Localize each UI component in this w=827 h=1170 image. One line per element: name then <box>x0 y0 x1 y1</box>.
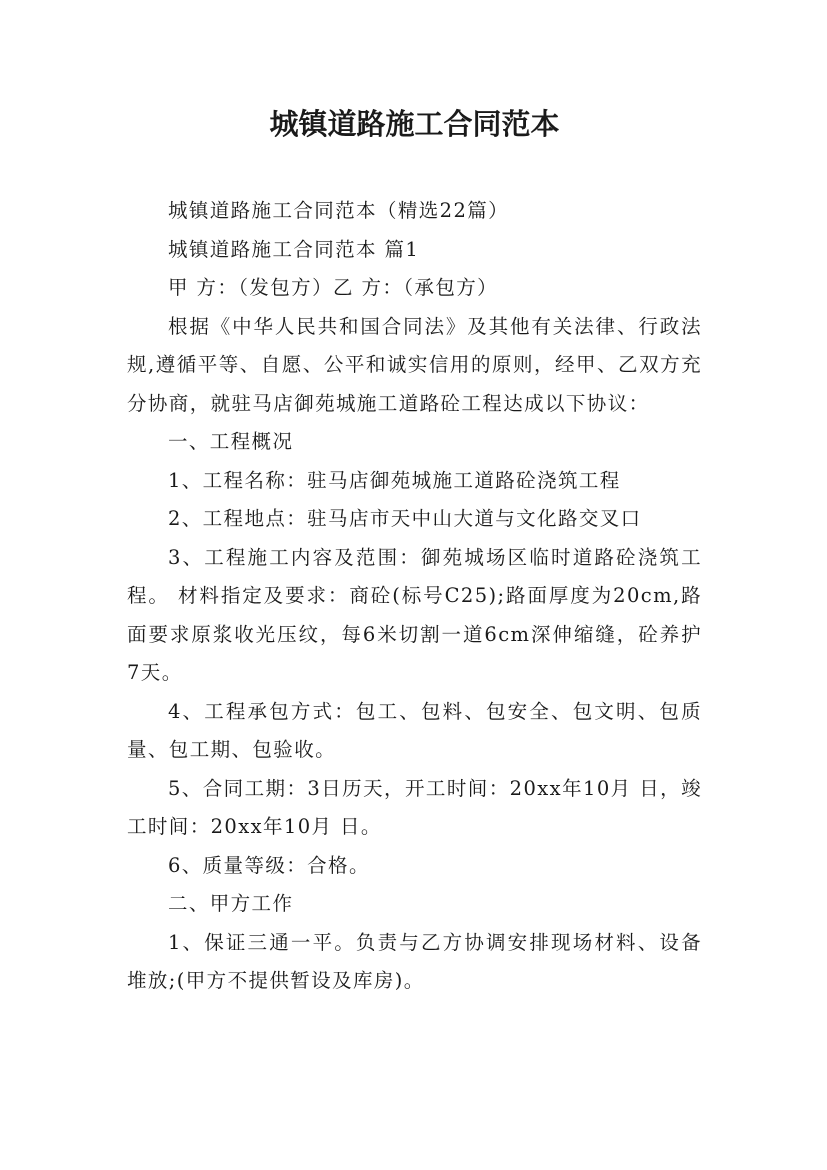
paragraph-contract-mode: 4、工程承包方式：包工、包料、包安全、包文明、包质量、包工期、包验收。 <box>127 699 702 761</box>
paragraph-heading-overview: 一、工程概况 <box>167 430 294 453</box>
paragraph-party-a-duty-1: 1、保证三通一平。负责与乙方协调安排现场材料、设备堆放;(甲方不提供暂设及库房)。 <box>127 930 702 992</box>
paragraph-duration: 5、合同工期：3日历天，开工时间：20xx年10月 日，竣工时间：20xx年10月 日。 <box>127 776 702 838</box>
paragraph-quality: 6、质量等级：合格。 <box>167 853 370 877</box>
paragraph-parties: 甲 方：（发包方）乙 方：（承包方） <box>167 276 499 299</box>
document-body <box>127 192 702 1001</box>
paragraph-heading-party-a: 二、甲方工作 <box>167 892 294 915</box>
paragraph-project-name: 1、工程名称：驻马店御苑城施工道路砼浇筑工程 <box>167 468 621 492</box>
paragraph-section-heading: 城镇道路施工合同范本 篇1 <box>167 237 420 261</box>
paragraph-project-location: 2、工程地点：驻马店市天中山大道与文化路交叉口 <box>167 507 642 530</box>
document-title: 城镇道路施工合同范本 <box>269 107 560 141</box>
paragraph-scope: 3、工程施工内容及范围：御苑城场区临时道路砼浇筑工程。 材料指定及要求：商砼(标号C25);路面厚度为20cm,路面要求原浆收光压纹，每6米切割一道6cm深伸缩缝，砼养护7天。 <box>127 545 702 684</box>
paragraph-preamble: 根据《中华人民共和国合同法》及其他有关法律、行政法规,遵循平等、自愿、公平和诚实信用的原则，经甲、乙双方充分协商，就驻马店御苑城施工道路砼工程达成以下协议： <box>127 314 702 415</box>
paragraph-subtitle: 城镇道路施工合同范本（精选22篇） <box>167 199 510 222</box>
